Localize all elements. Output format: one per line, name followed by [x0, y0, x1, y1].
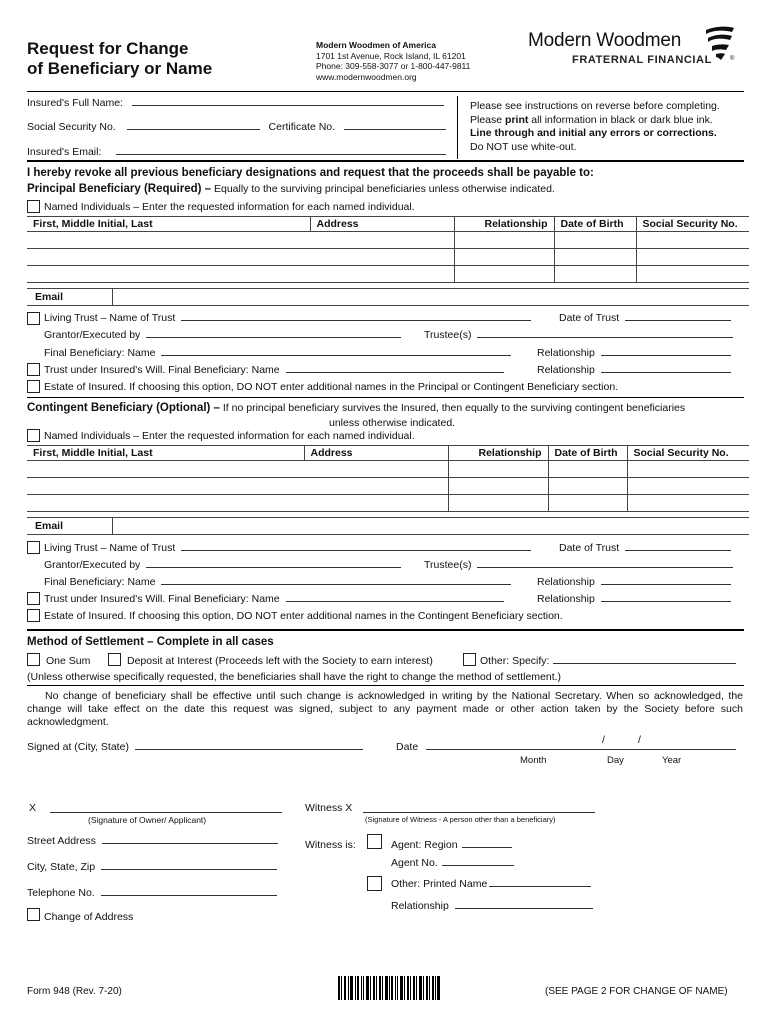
signed-at-field[interactable] — [135, 741, 363, 750]
contingent-email-label: Email — [35, 520, 64, 532]
insured-email-label: Insured's Email: — [27, 146, 102, 158]
instructions-block — [470, 100, 720, 154]
col-address-header: Address — [304, 446, 448, 461]
principal-trustees-row: Trustee(s) — [424, 329, 733, 341]
legal-divider — [27, 685, 744, 686]
contingent-named-individuals-checkbox[interactable] — [27, 429, 40, 442]
principal-will-relationship: Relationship — [537, 364, 731, 376]
date-slash-2: / — [638, 734, 641, 746]
contingent-will-relationship: Relationship — [537, 593, 731, 605]
principal-grantor-field[interactable] — [146, 329, 401, 338]
col-relationship-header: Relationship — [448, 446, 548, 461]
witness-x-label: Witness X — [305, 802, 353, 814]
settlement-divider — [27, 629, 744, 631]
contingent-final-beneficiary-row: Final Beneficiary: Name — [44, 576, 511, 588]
logo-subtitle: FRATERNAL FINANCIAL — [572, 54, 712, 66]
principal-date-of-trust: Date of Trust — [559, 312, 731, 324]
day-label: Day — [607, 755, 624, 766]
form-title-line2: of Beneficiary or Name — [27, 59, 213, 78]
principal-grantor-row: Grantor/Executed by — [44, 329, 401, 341]
agent-region-row: Agent: Region — [391, 839, 512, 851]
col-dob-header: Date of Birth — [554, 217, 636, 232]
ssn-row — [27, 121, 446, 133]
principal-trustees-field[interactable] — [477, 329, 733, 338]
principal-final-beneficiary-row: Final Beneficiary: Name — [44, 347, 511, 359]
principal-named-individuals-checkbox[interactable] — [27, 200, 40, 213]
contingent-will-trust-row: Trust under Insured's Will. Final Beneficiary: Name — [44, 593, 504, 605]
instruction-line3: Line through and initial any errors or corrections. — [470, 127, 717, 139]
contingent-named-individuals-label: Named Individuals – Enter the requested information for each named individual. — [44, 430, 415, 442]
year-label: Year — [662, 755, 682, 766]
table-row[interactable] — [27, 478, 749, 495]
agent-region-field[interactable] — [462, 839, 512, 848]
witness-signature-caption: (Signature of Witness - A person other than a beneficiary) — [365, 815, 556, 824]
contingent-will-trust-checkbox[interactable] — [27, 592, 40, 605]
org-name: Modern Woodmen of America — [316, 40, 436, 50]
contingent-grantor-row: Grantor/Executed by — [44, 559, 401, 571]
deposit-interest-label: Deposit at Interest (Proceeds left with the Society to earn interest) — [127, 655, 433, 667]
other-specify-field[interactable] — [553, 655, 736, 664]
insured-name-row — [27, 97, 444, 109]
certificate-field[interactable] — [344, 121, 446, 130]
contingent-email-row[interactable] — [27, 517, 749, 535]
legal-text: No change of beneficiary shall be effective until such change is acknowledged in writing by the National Secretary. When so acknowledged, the change will take effect on the date this request was signed, subject to any payment made or other action taken by the Society before such acknowledgment. — [27, 690, 743, 728]
telephone-row: Telephone No. — [27, 887, 277, 899]
principal-beneficiary-table — [27, 216, 749, 283]
insured-email-field[interactable] — [116, 146, 446, 155]
principal-living-trust-row: Living Trust – Name of Trust — [44, 312, 531, 324]
other-settlement-checkbox[interactable] — [463, 653, 476, 666]
month-label: Month — [520, 755, 547, 766]
change-of-address-label: Change of Address — [44, 911, 134, 923]
city-state-zip-field[interactable] — [101, 861, 277, 870]
col-ssn-header: Social Security No. — [636, 217, 749, 232]
witness-is-label: Witness is: — [305, 839, 356, 851]
principal-will-trust-row: Trust under Insured's Will. Final Beneficiary: Name — [44, 364, 504, 376]
one-sum-label: One Sum — [46, 655, 91, 667]
one-sum-checkbox[interactable] — [27, 653, 40, 666]
col-name-header: First, Middle Initial, Last — [27, 217, 310, 232]
street-address-field[interactable] — [102, 835, 278, 844]
settlement-note: (Unless otherwise specifically requested, the beneficiaries shall have the right to change the method of settlement.) — [27, 671, 562, 683]
col-dob-header: Date of Birth — [548, 446, 627, 461]
signed-at-row: Signed at (City, State) — [27, 741, 363, 753]
other-printed-name-row: Other: Printed Name — [391, 878, 591, 890]
insured-name-label: Insured's Full Name: — [27, 97, 123, 109]
revoke-heading: I hereby revoke all previous beneficiary designations and request that the proceeds shall be payable to: — [27, 167, 594, 179]
instruction-line4: Do NOT use white-out. — [470, 140, 577, 153]
logo-name: Modern Woodmen — [528, 30, 682, 51]
contingent-date-of-trust: Date of Trust — [559, 542, 731, 554]
form-title-line1: Request for Change — [27, 39, 189, 58]
col-name-header: First, Middle Initial, Last — [27, 446, 304, 461]
street-address-row: Street Address — [27, 835, 278, 847]
signature-x: X — [29, 802, 37, 814]
contingent-beneficiary-table — [27, 445, 749, 512]
telephone-field[interactable] — [101, 887, 277, 896]
instruction-line2: Please print all information in black or dark blue ink. — [470, 113, 713, 126]
contingent-estate-label: Estate of Insured. If choosing this option, DO NOT enter additional names in the Contingent Beneficiary section. — [44, 610, 563, 622]
table-row[interactable] — [27, 232, 749, 249]
principal-named-individuals-label: Named Individuals – Enter the requested information for each named individual. — [44, 201, 415, 213]
contingent-trustees-row: Trustee(s) — [424, 559, 733, 571]
witness-other-checkbox[interactable] — [367, 876, 382, 891]
instructions-divider — [457, 96, 458, 159]
agent-no-field[interactable] — [442, 857, 514, 866]
contingent-heading: Contingent Beneficiary (Optional) – If no principal beneficiary survives the Insured, then equally to the surviving contingent beneficiaries — [27, 402, 686, 414]
settlement-heading: Method of Settlement – Complete in all cases — [27, 636, 274, 648]
witness-relationship-field[interactable] — [455, 900, 593, 909]
registered-mark: ® — [730, 56, 735, 62]
change-of-address-checkbox[interactable] — [27, 908, 40, 921]
deposit-interest-checkbox[interactable] — [108, 653, 121, 666]
contingent-final-relationship: Relationship — [537, 576, 731, 588]
witness-signature-field[interactable] — [363, 804, 595, 813]
see-page-2-note: (SEE PAGE 2 FOR CHANGE OF NAME) — [545, 986, 728, 997]
other-settlement-row: Other: Specify: — [480, 655, 736, 667]
form-number: Form 948 (Rev. 7-20) — [27, 986, 122, 997]
table-row[interactable] — [27, 461, 749, 478]
principal-email-label: Email — [35, 291, 64, 303]
principal-will-trust-checkbox[interactable] — [27, 363, 40, 376]
principal-living-trust-checkbox[interactable] — [27, 312, 40, 325]
ssn-field[interactable] — [127, 121, 260, 130]
company-logo — [528, 30, 712, 66]
table-row[interactable] — [27, 495, 749, 512]
col-relationship-header: Relationship — [454, 217, 554, 232]
table-row[interactable] — [27, 266, 749, 283]
principal-email-row[interactable] — [27, 288, 749, 306]
principal-final-relationship: Relationship — [537, 347, 731, 359]
principal-contingent-divider — [27, 397, 744, 398]
org-phone: Phone: 309-558-3077 or 1-800-447-9811 — [316, 61, 471, 71]
instruction-line1: Please see instructions on reverse before completing. — [470, 100, 720, 112]
principal-heading: Principal Beneficiary (Required) – Equally to the surviving principal beneficiaries unless otherwise indicated. — [27, 183, 555, 195]
col-ssn-header: Social Security No. — [627, 446, 749, 461]
witness-agent-checkbox[interactable] — [367, 834, 382, 849]
agent-no-row: Agent No. — [391, 857, 514, 869]
table-row[interactable] — [27, 249, 749, 266]
witness-relationship-row: Relationship — [391, 900, 593, 912]
col-address-header: Address — [310, 217, 454, 232]
org-address: 1701 1st Avenue, Rock Island, IL 61201 — [316, 50, 466, 61]
insured-name-field[interactable] — [132, 97, 444, 106]
other-printed-name-field[interactable] — [489, 878, 591, 887]
owner-signature-field[interactable] — [50, 804, 282, 813]
org-block — [316, 40, 470, 82]
header-divider — [27, 91, 744, 92]
contingent-living-trust-row: Living Trust – Name of Trust — [44, 542, 531, 554]
principal-estate-checkbox[interactable] — [27, 380, 40, 393]
date-row: Date — [396, 741, 736, 753]
date-slash-1: / — [602, 734, 605, 746]
contingent-estate-checkbox[interactable] — [27, 609, 40, 622]
ssn-label: Social Security No. — [27, 121, 116, 133]
contingent-heading-line2: unless otherwise indicated. — [329, 417, 456, 429]
org-website: www.modernwoodmen.org — [316, 71, 417, 82]
principal-trust-name-field[interactable] — [181, 312, 531, 321]
city-state-zip-row: City, State, Zip — [27, 861, 277, 873]
principal-estate-label: Estate of Insured. If choosing this option, DO NOT enter additional names in the Principal or Contingent Beneficiary section. — [44, 381, 619, 393]
barcode-icon — [338, 976, 440, 1000]
email-row — [27, 146, 446, 158]
contingent-living-trust-checkbox[interactable] — [27, 541, 40, 554]
owner-signature-caption: (Signature of Owner/ Applicant) — [88, 815, 207, 825]
certificate-label: Certificate No. — [268, 121, 336, 133]
date-field[interactable] — [426, 741, 736, 750]
section-divider-top — [27, 160, 744, 162]
